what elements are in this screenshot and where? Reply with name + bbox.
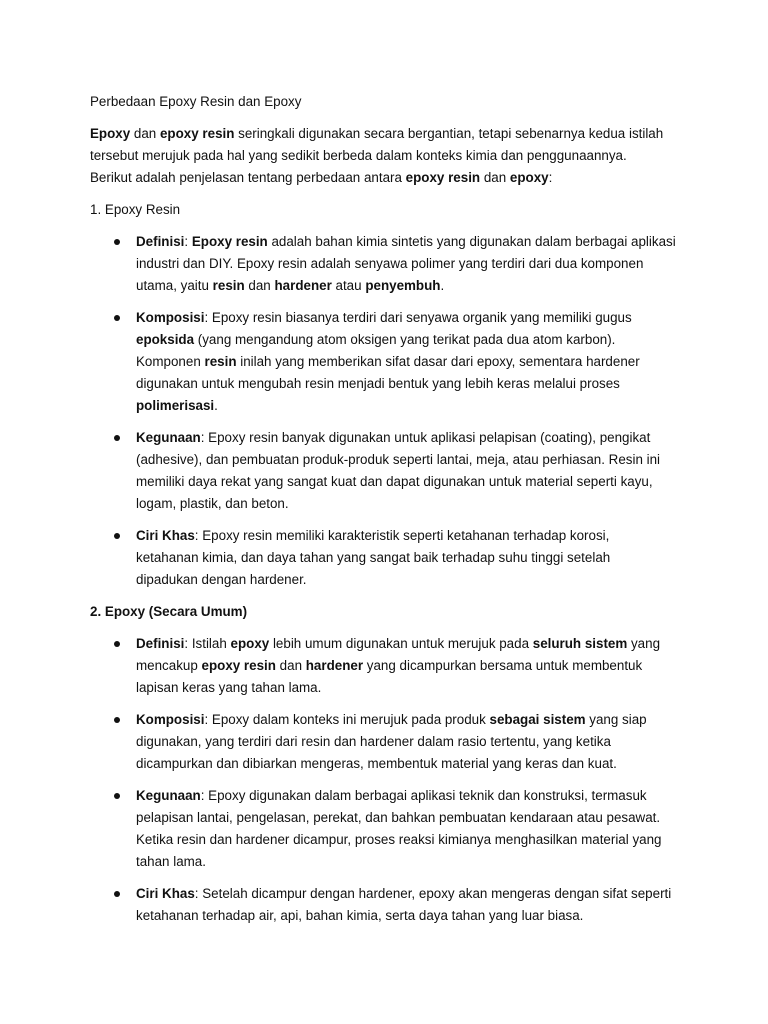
text-line xyxy=(136,569,690,591)
text-line xyxy=(136,547,690,569)
text-line xyxy=(136,655,690,677)
text-line xyxy=(136,471,690,493)
text-run: (yang mengandung atom oksigen yang terikat pada dua atom karbon). xyxy=(194,332,616,347)
bold-text: sebagai sistem xyxy=(489,712,586,727)
text-run: Komponen xyxy=(136,354,205,369)
text-line xyxy=(136,851,690,873)
list-item-text xyxy=(136,525,690,591)
text-run: dan xyxy=(244,278,275,293)
list-item xyxy=(90,883,690,927)
text-line xyxy=(136,731,690,753)
text-run: : xyxy=(184,234,192,249)
text-run: pelapisan lantai, pengelasan, perekat, dan bahkan pembuatan kendaraan atau pesawat. xyxy=(136,810,661,825)
bold-text: Epoxy xyxy=(90,126,131,141)
text-run: yang xyxy=(627,636,661,651)
bold-text: 2. Epoxy (Secara Umum) xyxy=(90,604,248,619)
list-item xyxy=(90,427,690,515)
text-run: . xyxy=(214,398,218,413)
text-line xyxy=(136,231,690,253)
list-item xyxy=(90,785,690,873)
bold-text: epoksida xyxy=(136,332,195,347)
text-run: dan xyxy=(275,658,306,673)
text-run: : Istilah xyxy=(184,636,231,651)
text-line xyxy=(136,905,690,927)
text-run: yang siap xyxy=(585,712,647,727)
text-line xyxy=(136,329,690,351)
text-run: (adhesive), dan pembuatan produk-produk seperti lantai, meja, atau perhiasan. Resin ini xyxy=(136,452,661,467)
list-item xyxy=(90,525,690,591)
text-run: . xyxy=(440,278,445,293)
list-item-text xyxy=(136,709,690,775)
text-line xyxy=(90,145,690,167)
bold-text: Epoxy resin xyxy=(191,234,268,249)
text-line xyxy=(136,753,690,775)
bold-text: Definisi xyxy=(136,234,185,249)
text-line xyxy=(136,351,690,373)
text-run: digunakan untuk mengubah resin menjadi bentuk yang lebih keras melalui proses xyxy=(136,376,620,391)
bold-text: Definisi xyxy=(136,636,185,651)
text-line xyxy=(136,395,690,417)
text-run: : Epoxy resin memiliki karakteristik seperti ketahanan terhadap korosi, xyxy=(194,528,610,543)
list-item xyxy=(90,231,690,297)
list-item xyxy=(90,709,690,775)
section-heading xyxy=(90,199,690,221)
text-line xyxy=(136,373,690,395)
text-run: ketahanan terhadap air, api, bahan kimia, serta daya tahan yang luar biasa. xyxy=(136,908,584,923)
bold-text: seluruh sistem xyxy=(532,636,628,651)
bullet-icon xyxy=(114,641,120,647)
text-line xyxy=(90,199,690,221)
bold-text: hardener xyxy=(305,658,364,673)
bullet-icon xyxy=(114,717,120,723)
bold-text: Komposisi xyxy=(136,310,205,325)
bold-text: epoxy resin xyxy=(405,170,481,185)
text-line xyxy=(136,449,690,471)
text-run: dipadukan dengan hardener. xyxy=(136,572,307,587)
bullet-icon xyxy=(114,793,120,799)
list-item-text xyxy=(136,883,690,927)
section-epoxy-umum xyxy=(90,601,690,927)
bullet-icon xyxy=(114,891,120,897)
text-run: Ketika resin dan hardener dicampur, proses reaksi kimianya menghasilkan material yang xyxy=(136,832,662,847)
bullet-list xyxy=(90,231,690,591)
bold-text: epoxy resin xyxy=(201,658,276,673)
bold-text: Kegunaan xyxy=(136,430,201,445)
text-run: : Epoxy dalam konteks ini merujuk pada produk xyxy=(204,712,490,727)
section-epoxy-resin xyxy=(90,199,690,591)
text-run: memiliki daya rekat yang sangat kuat dan dapat digunakan untuk material seperti kayu, xyxy=(136,474,653,489)
text-run: industri dan DIY. Epoxy resin adalah senyawa polimer yang terdiri dari dua komponen xyxy=(136,256,644,271)
list-item-text xyxy=(136,231,690,297)
text-run: inilah yang memberikan sifat dasar dari epoxy, sementara hardener xyxy=(236,354,640,369)
text-line xyxy=(90,601,690,623)
text-line xyxy=(136,785,690,807)
text-line xyxy=(136,829,690,851)
document-title xyxy=(90,91,690,113)
text-line xyxy=(136,253,690,275)
text-run: Berikut adalah penjelasan tentang perbedaan antara xyxy=(90,170,406,185)
text-line xyxy=(136,525,690,547)
bold-text: Ciri Khas xyxy=(136,528,195,543)
text-line xyxy=(136,709,690,731)
bold-text: Komposisi xyxy=(136,712,205,727)
text-run: : xyxy=(548,170,553,185)
text-line xyxy=(90,123,690,145)
bold-text: epoxy xyxy=(509,170,549,185)
text-run: dicampurkan dan dibiarkan mengeras, membentuk material yang keras dan kuat. xyxy=(136,756,617,771)
list-item-text xyxy=(136,633,690,699)
text-run: : Epoxy resin biasanya terdiri dari senyawa organik yang memiliki gugus xyxy=(204,310,632,325)
text-run: dan xyxy=(480,170,510,185)
text-run: atau xyxy=(331,278,366,293)
text-run: tersebut merujuk pada hal yang sedikit berbeda dalam konteks kimia dan penggunaannya. xyxy=(90,148,627,163)
bold-text: penyembuh xyxy=(365,278,441,293)
text-run: adalah bahan kimia sintetis yang digunakan dalam berbagai aplikasi xyxy=(267,234,676,249)
text-run: Perbedaan Epoxy Resin dan Epoxy xyxy=(90,94,302,109)
text-run: : Setelah dicampur dengan hardener, epoxy akan mengeras dengan sifat seperti xyxy=(194,886,672,901)
bold-text: epoxy resin xyxy=(159,126,235,141)
text-run: digunakan, yang terdiri dari resin dan hardener dalam rasio tertentu, yang ketika xyxy=(136,734,611,749)
text-run: lapisan keras yang tahan lama. xyxy=(136,680,322,695)
bullet-icon xyxy=(114,533,120,539)
text-line xyxy=(136,677,690,699)
text-line xyxy=(90,91,690,113)
bold-text: Kegunaan xyxy=(136,788,201,803)
bullet-list xyxy=(90,633,690,927)
text-run: yang dicampurkan bersama untuk membentuk xyxy=(363,658,643,673)
text-line xyxy=(136,633,690,655)
document-page xyxy=(90,91,690,937)
bullet-icon xyxy=(114,239,120,245)
list-item xyxy=(90,307,690,417)
list-item-text xyxy=(136,785,690,873)
bold-text: resin xyxy=(212,278,245,293)
bold-text: Ciri Khas xyxy=(136,886,195,901)
intro-paragraph xyxy=(90,123,690,189)
list-item xyxy=(90,633,690,699)
text-run: : Epoxy digunakan dalam berbagai aplikasi teknik dan konstruksi, termasuk xyxy=(200,788,647,803)
text-run: 1. Epoxy Resin xyxy=(90,202,181,217)
bold-text: hardener xyxy=(274,278,332,293)
text-line xyxy=(136,307,690,329)
section-heading xyxy=(90,601,690,623)
bullet-icon xyxy=(114,435,120,441)
text-run: dan xyxy=(130,126,160,141)
text-run: mencakup xyxy=(136,658,202,673)
bold-text: polimerisasi xyxy=(136,398,215,413)
text-line xyxy=(136,883,690,905)
bold-text: epoxy xyxy=(230,636,270,651)
text-run: ketahanan kimia, dan daya tahan yang sangat baik terhadap suhu tinggi setelah xyxy=(136,550,611,565)
list-item-text xyxy=(136,427,690,515)
list-item-text xyxy=(136,307,690,417)
text-run: utama, yaitu xyxy=(136,278,213,293)
bullet-icon xyxy=(114,315,120,321)
text-run: logam, plastik, dan beton. xyxy=(136,496,289,511)
bold-text: resin xyxy=(204,354,237,369)
text-line xyxy=(136,493,690,515)
text-line xyxy=(90,167,690,189)
text-run: seringkali digunakan secara bergantian, tetapi sebenarnya kedua istilah xyxy=(234,126,664,141)
text-line xyxy=(136,275,690,297)
text-line xyxy=(136,427,690,449)
text-run: lebih umum digunakan untuk merujuk pada xyxy=(269,636,533,651)
text-run: tahan lama. xyxy=(136,854,206,869)
text-line xyxy=(136,807,690,829)
text-run: : Epoxy resin banyak digunakan untuk aplikasi pelapisan (coating), pengikat xyxy=(200,430,651,445)
